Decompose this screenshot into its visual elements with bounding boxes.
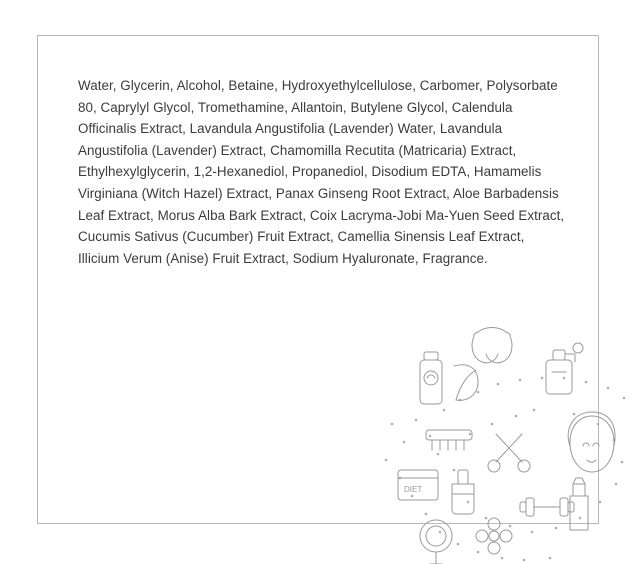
ingredients-paragraph: Water, Glycerin, Alcohol, Betaine, Hydroxyethylcellulose, Carbomer, Polysorbate 80, Caprylyl Glycol, Tromethamine, Allantoin, Butylene Glycol, Calendula Officinalis Extract, Lavandula Angustifolia (Lavender) Water, Lavandula Angustifolia (Lavender) Extract, Chamomilla Recutita (Matricaria) Extract, Ethylhexylglycerin, 1,2-Hexanediol, Propanediol, Disodium EDTA, Hamamelis Virginiana (Witch Hazel) Extract, Panax Ginseng Root Extract, Aloe Barbadensis Leaf Extract, Morus Alba Bark Extract, Coix Lacryma-Jobi Ma-Yuen Seed Extract, Cucumis Sativus (Cucumber) Fruit Extract, Camellia Sinensis Leaf Extract, Illicium Verum (Anise) Fruit Extract, Sodium Hyaluronate, Fragrance. bbox=[78, 78, 568, 266]
svg-text:DIET: DIET bbox=[404, 485, 423, 494]
hand-mirror-icon bbox=[420, 520, 452, 564]
